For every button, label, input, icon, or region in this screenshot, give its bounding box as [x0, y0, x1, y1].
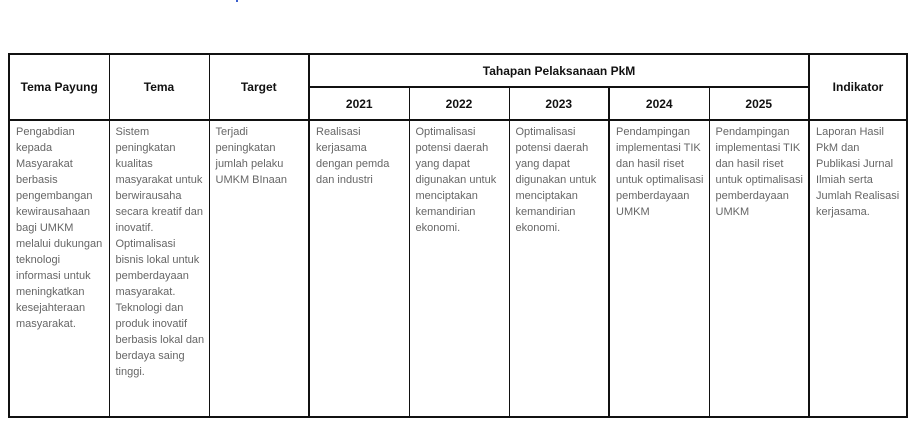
cell-2022: Optimalisasi potensi daerah yang dapat digunakan untuk menciptakan kemandirian ekonomi. [409, 120, 509, 417]
header-year-2021: 2021 [309, 87, 409, 120]
blue-dot-mark [236, 0, 238, 2]
table-row [9, 120, 907, 417]
header-indikator: Indikator [809, 54, 907, 120]
header-year-2024: 2024 [609, 87, 709, 120]
header-target: Target [209, 54, 309, 120]
cell-2025: Pendampingan implementasi TIK dan hasil riset untuk optimalisasi pemberdayaan UMKM [709, 120, 809, 417]
header-tema-payung: Tema Payung [9, 54, 109, 120]
cell-2024: Pendampingan implementasi TIK dan hasil riset untuk optimalisasi pemberdayaan UMKM [609, 120, 709, 417]
header-year-2022: 2022 [409, 87, 509, 120]
header-year-2023: 2023 [509, 87, 609, 120]
header-tahapan: Tahapan Pelaksanaan PkM [309, 54, 809, 87]
header-tema: Tema [109, 54, 209, 120]
cell-2021: Realisasi kerjasama dengan pemda dan industri [309, 120, 409, 417]
header-year-2025: 2025 [709, 87, 809, 120]
cell-2023: Optimalisasi potensi daerah yang dapat digunakan untuk menciptakan kemandirian ekonomi. [509, 120, 609, 417]
cell-tema: Sistem peningkatan kualitas masyarakat untuk berwirausaha secara kreatif dan inovatif. Optimalisasi bisnis lokal untuk pemberdayaan masyarakat. Teknologi dan produk inovatif berbasis lokal dan berdaya saing tinggi. [109, 120, 209, 417]
cell-tema-payung: Pengabdian kepada Masyarakat berbasis pengembangan kewirausahaan bagi UMKM melalui dukungan teknologi informasi untuk meningkatkan kesejahteraan masyarakat. [9, 120, 109, 417]
cell-indikator: Laporan Hasil PkM dan Publikasi Jurnal Ilmiah serta Jumlah Realisasi kerjasama. [809, 120, 907, 417]
pkm-table [8, 53, 908, 418]
cell-target: Terjadi peningkatan jumlah pelaku UMKM BInaan [209, 120, 309, 417]
